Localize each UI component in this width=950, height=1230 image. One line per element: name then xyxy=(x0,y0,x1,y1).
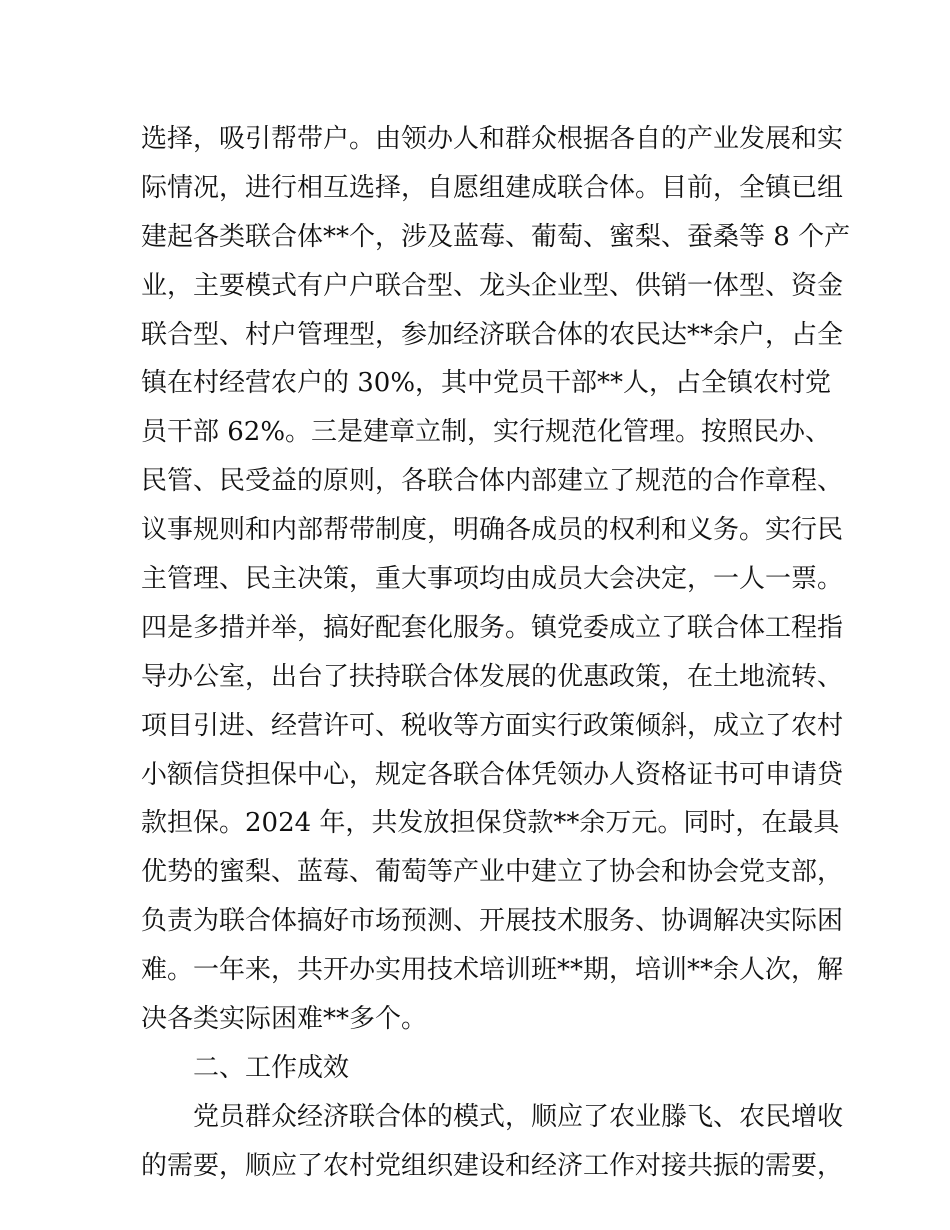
text-line: 项目引进、经营许可、税收等方面实行政策倾斜，成立了农村 xyxy=(141,710,844,741)
text-line: 员干部 62%。三是建章立制，实行规范化管理。按照民办、 xyxy=(141,417,832,448)
text-line: 镇在村经营农户的 30%，其中党员干部**人，占全镇农村党 xyxy=(141,368,832,399)
text-line: 难。一年来，共开办实用技术培训班**期，培训**余人次，解 xyxy=(141,955,844,986)
text-line: 议事规则和内部帮带制度，明确各成员的权利和义务。实行民 xyxy=(141,515,844,546)
text-line: 小额信贷担保中心，规定各联合体凭领办人资格证书可申请贷 xyxy=(141,759,844,790)
text-line: 建起各类联合体**个，涉及蓝莓、葡萄、蜜梨、蚕桑等 8 个产 xyxy=(141,221,851,252)
section-heading: 二、工作成效 xyxy=(193,1052,350,1083)
text-line: 联合型、村户管理型，参加经济联合体的农民达**余户，占全 xyxy=(141,319,844,350)
text-line: 民管、民受益的原则，各联合体内部建立了规范的合作章程、 xyxy=(141,466,844,497)
text-line: 选择，吸引帮带户。由领办人和群众根据各自的产业发展和实 xyxy=(141,124,844,154)
text-line: 导办公室，出台了扶持联合体发展的优惠政策，在土地流转、 xyxy=(141,661,844,692)
text-line: 优势的蜜梨、蓝莓、葡萄等产业中建立了协会和协会党支部， xyxy=(141,857,844,888)
text-line: 决各类实际困难**多个。 xyxy=(141,1004,428,1035)
text-line: 负责为联合体搞好市场预测、开展技术服务、协调解决实际困 xyxy=(141,906,844,937)
text-line: 四是多措并举，搞好配套化服务。镇党委成立了联合体工程指 xyxy=(141,612,844,643)
text-line: 党员群众经济联合体的模式，顺应了农业滕飞、农民增收 xyxy=(193,1101,844,1132)
text-line: 际情况，进行相互选择，自愿组建成联合体。目前，全镇已组 xyxy=(141,172,844,203)
text-line: 主管理、民主决策，重大事项均由成员大会决定，一人一票。 xyxy=(141,564,844,595)
text-line: 的需要，顺应了农村党组织建设和经济工作对接共振的需要， xyxy=(141,1150,844,1181)
body-text xyxy=(141,115,851,1191)
text-line: 款担保。2024 年，共发放担保贷款**余万元。同时，在最具 xyxy=(141,808,840,839)
text-line: 业，主要模式有户户联合型、龙头企业型、供销一体型、资金 xyxy=(141,270,844,301)
